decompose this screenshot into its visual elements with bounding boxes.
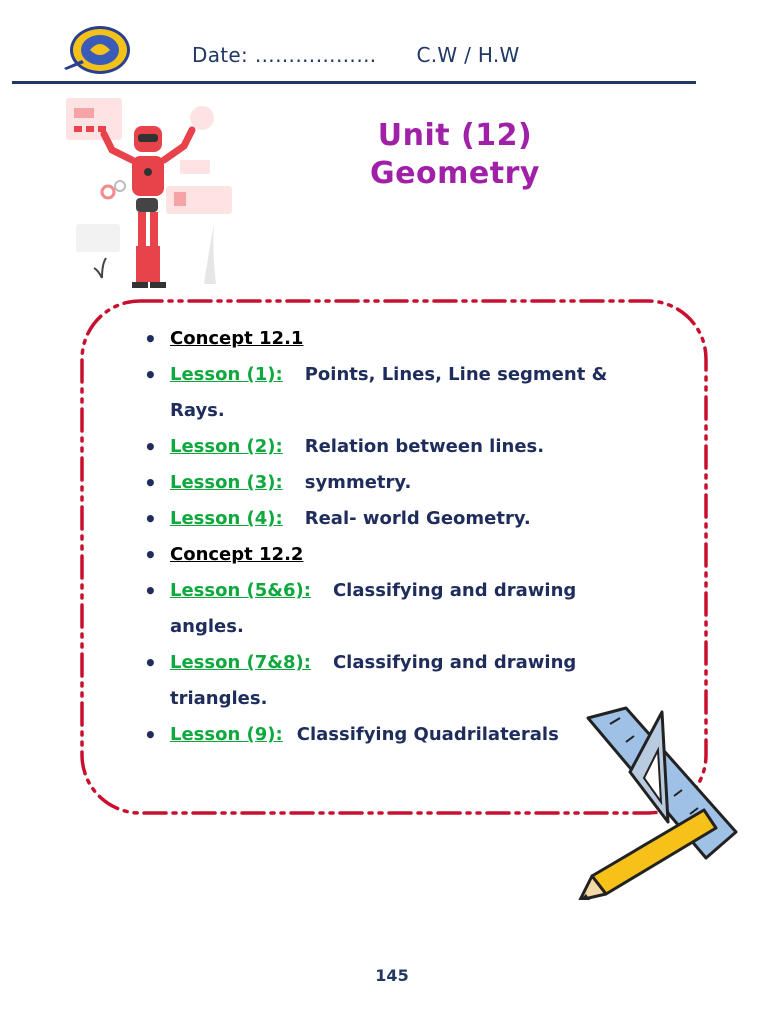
lesson-title: Classifying Quadrilaterals bbox=[296, 724, 559, 745]
header-divider bbox=[12, 81, 696, 84]
lesson-label: Lesson (5&6): bbox=[170, 580, 311, 601]
lesson-title: symmetry. bbox=[304, 472, 412, 493]
concept-item bbox=[144, 321, 684, 357]
unit-number: Unit (12) bbox=[377, 118, 533, 153]
lesson-item bbox=[144, 501, 684, 537]
ruler-pencil-icon bbox=[570, 700, 740, 900]
lesson-title: Points, Lines, Line segment & bbox=[304, 364, 608, 385]
lesson-label: Lesson (2): bbox=[170, 436, 283, 457]
concept-heading: Concept 12.2 bbox=[170, 544, 304, 565]
lesson-label: Lesson (9): bbox=[170, 724, 283, 745]
lesson-title: Classifying and drawing bbox=[332, 652, 577, 673]
lesson-label: Lesson (4): bbox=[170, 508, 283, 529]
lesson-title-continued: Rays. bbox=[170, 400, 225, 421]
concept-heading: Concept 12.1 bbox=[170, 328, 304, 349]
date-label: Date: ……………… bbox=[192, 43, 377, 67]
robot-illustration bbox=[62, 94, 242, 294]
header-date-line bbox=[192, 43, 520, 67]
lesson-title-continued: triangles. bbox=[170, 688, 268, 709]
lesson-title: Relation between lines. bbox=[304, 436, 545, 457]
lesson-item bbox=[144, 465, 684, 501]
lesson-item bbox=[144, 357, 684, 429]
unit-name: Geometry bbox=[370, 156, 540, 191]
page-number: 145 bbox=[375, 966, 409, 985]
cw-hw-label: C.W / H.W bbox=[416, 43, 520, 67]
lesson-label: Lesson (1): bbox=[170, 364, 283, 385]
lesson-list bbox=[144, 321, 684, 753]
lesson-label: Lesson (3): bbox=[170, 472, 283, 493]
concept-item bbox=[144, 537, 684, 573]
school-logo-icon bbox=[62, 24, 132, 78]
unit-title bbox=[330, 117, 580, 193]
lesson-item bbox=[144, 429, 684, 465]
lesson-label: Lesson (7&8): bbox=[170, 652, 311, 673]
lesson-title: Real- world Geometry. bbox=[304, 508, 531, 529]
lesson-item bbox=[144, 573, 684, 645]
lesson-title-continued: angles. bbox=[170, 616, 244, 637]
lesson-title: Classifying and drawing bbox=[332, 580, 577, 601]
